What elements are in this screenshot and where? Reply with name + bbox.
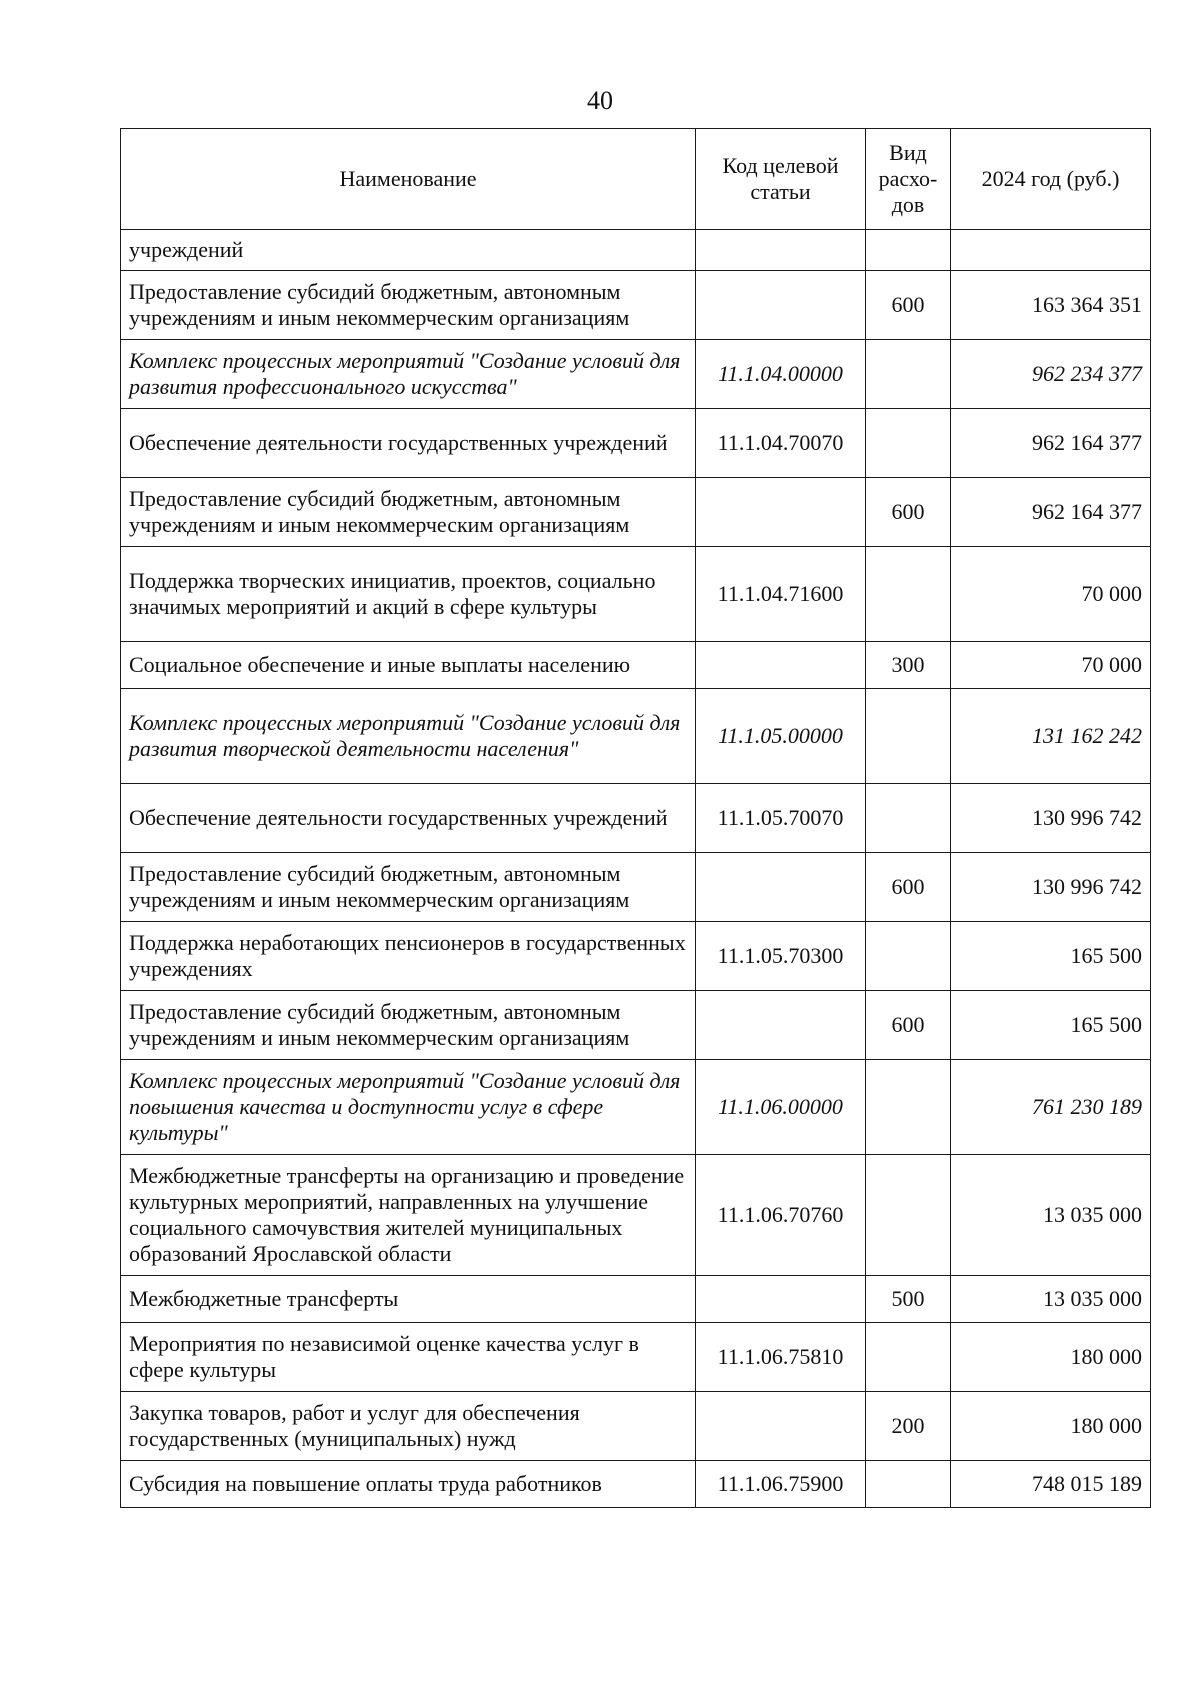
cell-kind xyxy=(866,340,951,409)
cell-kind xyxy=(866,922,951,991)
cell-code: 11.1.04.70070 xyxy=(696,409,866,478)
table-row xyxy=(121,1155,1151,1276)
cell-sum: 180 000 xyxy=(951,1323,1151,1392)
cell-kind xyxy=(866,547,951,642)
cell-code xyxy=(696,230,866,271)
table-row xyxy=(121,922,1151,991)
cell-name: Межбюджетные трансферты на организацию и проведение культурных мероприятий, направленных на улучшение социального самочувствия жителей муниципальных образований Ярославской области xyxy=(121,1155,696,1276)
cell-name: Предоставление субсидий бюджетным, автономным учреждениям и иным некоммерческим организациям xyxy=(121,271,696,340)
cell-code: 11.1.04.71600 xyxy=(696,547,866,642)
cell-sum: 180 000 xyxy=(951,1392,1151,1461)
table-row xyxy=(121,642,1151,689)
cell-kind xyxy=(866,1461,951,1508)
table-row xyxy=(121,1276,1151,1323)
cell-sum: 13 035 000 xyxy=(951,1155,1151,1276)
cell-code xyxy=(696,271,866,340)
cell-kind xyxy=(866,689,951,784)
table-row xyxy=(121,230,1151,271)
cell-code xyxy=(696,478,866,547)
cell-name: Предоставление субсидий бюджетным, автономным учреждениям и иным некоммерческим организациям xyxy=(121,853,696,922)
cell-code: 11.1.05.70300 xyxy=(696,922,866,991)
cell-kind xyxy=(866,1060,951,1155)
table-row xyxy=(121,853,1151,922)
cell-name: Поддержка творческих инициатив, проектов, социально значимых мероприятий и акций в сфере культуры xyxy=(121,547,696,642)
cell-code: 11.1.06.00000 xyxy=(696,1060,866,1155)
cell-sum: 761 230 189 xyxy=(951,1060,1151,1155)
cell-name: Предоставление субсидий бюджетным, автономным учреждениям и иным некоммерческим организациям xyxy=(121,478,696,547)
cell-code xyxy=(696,642,866,689)
cell-kind: 200 xyxy=(866,1392,951,1461)
cell-sum: 962 234 377 xyxy=(951,340,1151,409)
cell-kind: 600 xyxy=(866,478,951,547)
table-row xyxy=(121,478,1151,547)
cell-code: 11.1.06.75900 xyxy=(696,1461,866,1508)
cell-name: Обеспечение деятельности государственных учреждений xyxy=(121,784,696,853)
cell-name: Поддержка неработающих пенсионеров в государственных учреждениях xyxy=(121,922,696,991)
table-row xyxy=(121,689,1151,784)
table-body xyxy=(121,230,1151,1508)
table-row xyxy=(121,1461,1151,1508)
cell-kind xyxy=(866,1323,951,1392)
cell-code: 11.1.05.00000 xyxy=(696,689,866,784)
cell-sum: 748 015 189 xyxy=(951,1461,1151,1508)
cell-name: Закупка товаров, работ и услуг для обеспечения государственных (муниципальных) нужд xyxy=(121,1392,696,1461)
table-row xyxy=(121,340,1151,409)
header-sum: 2024 год (руб.) xyxy=(951,129,1151,230)
cell-kind: 500 xyxy=(866,1276,951,1323)
header-kind: Вид расхо-дов xyxy=(866,129,951,230)
cell-kind: 600 xyxy=(866,853,951,922)
cell-code xyxy=(696,853,866,922)
cell-sum: 70 000 xyxy=(951,547,1151,642)
cell-kind: 600 xyxy=(866,271,951,340)
cell-kind xyxy=(866,784,951,853)
cell-kind xyxy=(866,409,951,478)
cell-kind: 600 xyxy=(866,991,951,1060)
cell-sum: 962 164 377 xyxy=(951,409,1151,478)
header-code: Код целевой статьи xyxy=(696,129,866,230)
table-row xyxy=(121,409,1151,478)
table-row xyxy=(121,547,1151,642)
table-row xyxy=(121,271,1151,340)
cell-sum: 131 162 242 xyxy=(951,689,1151,784)
table-row xyxy=(121,991,1151,1060)
cell-name: Комплекс процессных мероприятий "Создание условий для развития профессионального искусства" xyxy=(121,340,696,409)
table-row xyxy=(121,1060,1151,1155)
cell-kind: 300 xyxy=(866,642,951,689)
cell-name: Комплекс процессных мероприятий "Создание условий для развития творческой деятельности населения" xyxy=(121,689,696,784)
cell-code: 11.1.05.70070 xyxy=(696,784,866,853)
cell-name: Комплекс процессных мероприятий "Создание условий для повышения качества и доступности услуг в сфере культуры" xyxy=(121,1060,696,1155)
cell-code xyxy=(696,1392,866,1461)
cell-sum: 130 996 742 xyxy=(951,853,1151,922)
cell-name: Межбюджетные трансферты xyxy=(121,1276,696,1323)
cell-sum xyxy=(951,230,1151,271)
table-row xyxy=(121,1392,1151,1461)
cell-sum: 13 035 000 xyxy=(951,1276,1151,1323)
header-name: Наименование xyxy=(121,129,696,230)
cell-sum: 130 996 742 xyxy=(951,784,1151,853)
cell-name: Социальное обеспечение и иные выплаты населению xyxy=(121,642,696,689)
cell-kind xyxy=(866,230,951,271)
cell-sum: 163 364 351 xyxy=(951,271,1151,340)
table-row xyxy=(121,1323,1151,1392)
cell-sum: 165 500 xyxy=(951,922,1151,991)
cell-name: Субсидия на повышение оплаты труда работников xyxy=(121,1461,696,1508)
cell-code: 11.1.04.00000 xyxy=(696,340,866,409)
page-number: 40 xyxy=(587,86,613,115)
table-row xyxy=(121,784,1151,853)
cell-name: учреждений xyxy=(121,230,696,271)
cell-name: Предоставление субсидий бюджетным, автономным учреждениям и иным некоммерческим организациям xyxy=(121,991,696,1060)
cell-code: 11.1.06.75810 xyxy=(696,1323,866,1392)
cell-kind xyxy=(866,1155,951,1276)
cell-sum: 165 500 xyxy=(951,991,1151,1060)
budget-table xyxy=(120,128,1151,1508)
cell-sum: 962 164 377 xyxy=(951,478,1151,547)
cell-code xyxy=(696,1276,866,1323)
cell-sum: 70 000 xyxy=(951,642,1151,689)
cell-name: Мероприятия по независимой оценке качества услуг в сфере культуры xyxy=(121,1323,696,1392)
table-header-row xyxy=(121,129,1151,230)
cell-code: 11.1.06.70760 xyxy=(696,1155,866,1276)
cell-name: Обеспечение деятельности государственных учреждений xyxy=(121,409,696,478)
cell-code xyxy=(696,991,866,1060)
